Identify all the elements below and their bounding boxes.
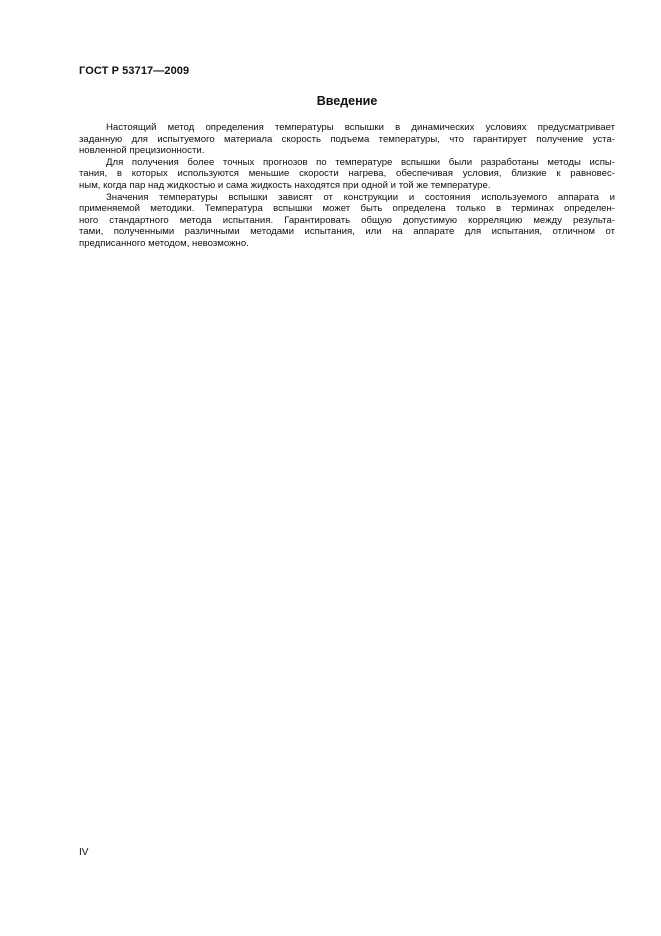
text-line: применяемой методики. Температура вспышки может быть определена только в терминах определен- [79, 203, 615, 215]
text-line: тами, полученными различными методами испытания, или на аппарате для испытания, отличном от [79, 226, 615, 238]
page-number: IV [79, 847, 89, 858]
text-line: новленной прецизионности. [79, 145, 205, 157]
text-line: Значения температуры вспышки зависят от конструкции и состояния используемого аппарата и [106, 191, 615, 203]
introduction-body [79, 122, 615, 250]
text-line: предписанного методом, невозможно. [79, 237, 249, 249]
section-title: Введение [316, 94, 378, 108]
text-line: Настоящий метод определения температуры вспышки в динамических условиях предусматривает [106, 122, 615, 133]
document-code: ГОСТ Р 53717—2009 [79, 65, 190, 77]
text-line: Для получения более точных прогнозов по температуре вспышки были разработаны методы испы- [106, 156, 615, 168]
text-line: тания, в которых используются меньшие скорости нагрева, обеспечивая условия, близкие к равновес- [79, 168, 615, 180]
paragraph-3 [79, 192, 615, 250]
text-line: ного стандартного метода испытания. Гарантировать общую допустимую корреляцию между результа- [79, 214, 615, 226]
paragraph-2 [79, 157, 615, 192]
paragraph-1 [79, 122, 615, 157]
text-line: заданную для испытуемого материала скорость подъема температуры, что гарантирует получение уста- [79, 133, 615, 145]
text-line: ным, когда пар над жидкостью и сама жидкость находятся при одной и той же температуре. [79, 179, 491, 191]
